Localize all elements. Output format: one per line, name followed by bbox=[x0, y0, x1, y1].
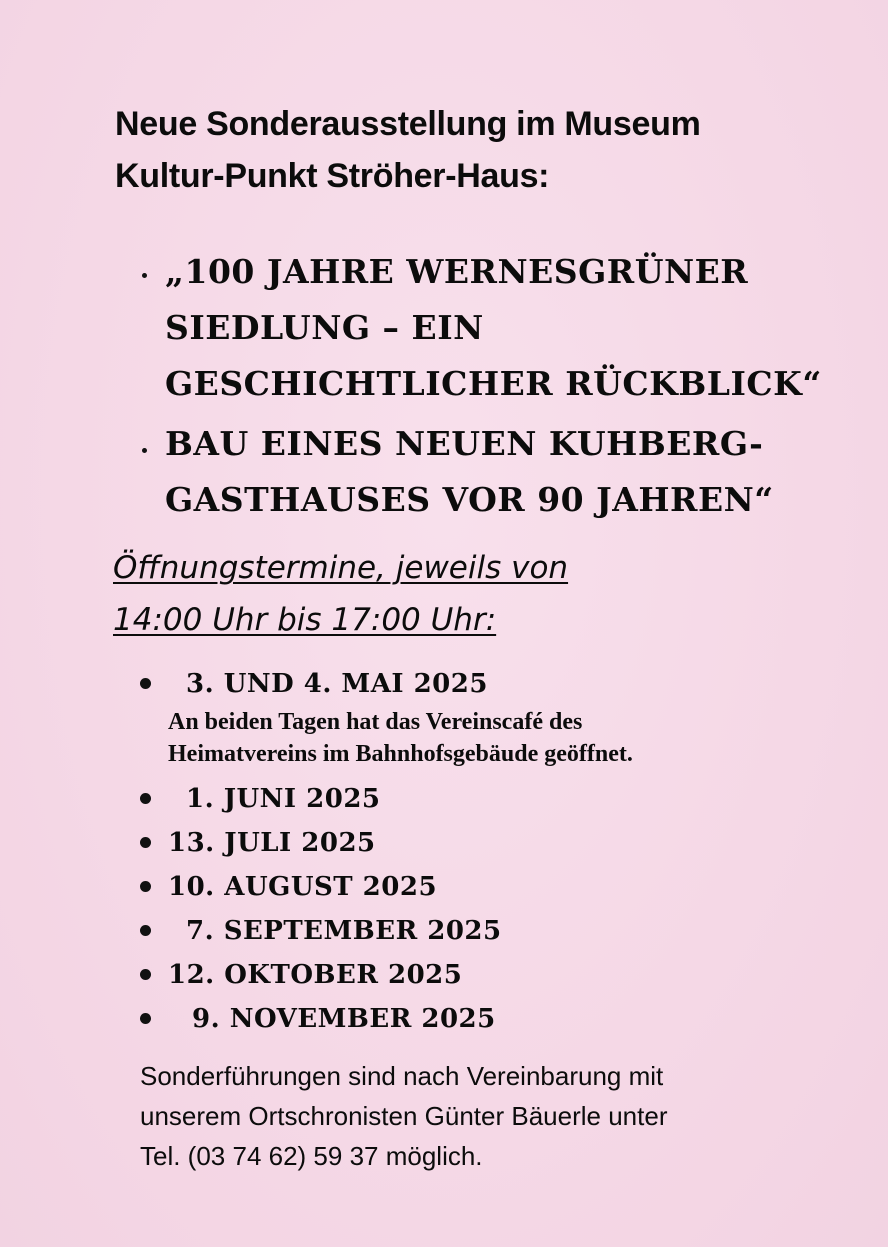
date-item bbox=[140, 955, 840, 995]
feature-bullet-2 bbox=[142, 448, 147, 453]
feature-2-line-2: GASTHAUSES VOR 90 JAHREN“ bbox=[165, 480, 774, 519]
date-bullet bbox=[140, 678, 151, 689]
feature-1-line-2: SIEDLUNG – EIN bbox=[165, 308, 484, 347]
date-text: 10. AUGUST 2025 bbox=[168, 872, 438, 902]
exhibition-heading bbox=[115, 98, 835, 202]
date-bullet bbox=[140, 837, 151, 848]
date-bullet bbox=[140, 793, 151, 804]
footer-line-3: Tel. (03 74 62) 59 37 möglich. bbox=[140, 1141, 483, 1171]
date-bullet bbox=[140, 925, 151, 936]
date-item bbox=[140, 999, 840, 1039]
date-text: 7. SEPTEMBER 2025 bbox=[186, 916, 502, 946]
opening-line-2: 14:00 Uhr bis 17:00 Uhr: bbox=[113, 602, 497, 638]
feature-1-line-3: GESCHICHTLICHER RÜCKBLICK“ bbox=[165, 364, 822, 403]
date-bullet bbox=[140, 881, 151, 892]
opening-line-1: Öffnungstermine, jeweils von bbox=[113, 550, 569, 586]
feature-1-line-1: „100 JAHRE WERNESGRÜNER bbox=[165, 252, 749, 291]
feature-bullet-1 bbox=[142, 273, 147, 278]
date-text: 3. UND 4. MAI 2025 bbox=[186, 669, 488, 699]
feature-2-line-1: BAU EINES NEUEN KUHBERG- bbox=[165, 424, 764, 463]
opening-times-heading bbox=[113, 542, 833, 646]
date-text: 1. JUNI 2025 bbox=[186, 784, 381, 814]
cafe-note-line-2: Heimatvereins im Bahnhofsgebäude geöffnet. bbox=[168, 741, 633, 767]
date-item bbox=[140, 911, 840, 951]
guided-tours-note bbox=[140, 1056, 860, 1176]
heading-line-1: Neue Sonderausstellung im Museum bbox=[115, 105, 701, 143]
date-item bbox=[140, 823, 840, 863]
cafe-note bbox=[168, 706, 848, 770]
heading-line-2: Kultur-Punkt Ströher-Haus: bbox=[115, 157, 550, 195]
date-text: 13. JULI 2025 bbox=[168, 828, 376, 858]
date-text: 9. NOVEMBER 2025 bbox=[192, 1004, 496, 1034]
footer-line-2: unserem Ortschronisten Günter Bäuerle unter bbox=[140, 1101, 668, 1131]
date-bullet bbox=[140, 1013, 151, 1024]
date-item bbox=[140, 867, 840, 907]
footer-line-1: Sonderführungen sind nach Vereinbarung mit bbox=[140, 1061, 664, 1091]
feature-item-2 bbox=[165, 416, 865, 528]
date-item bbox=[140, 779, 840, 819]
cafe-note-line-1: An beiden Tagen hat das Vereinscafé des bbox=[168, 709, 583, 735]
feature-item-1 bbox=[165, 244, 865, 412]
date-bullet bbox=[140, 969, 151, 980]
date-item bbox=[140, 664, 840, 704]
date-text: 12. OKTOBER 2025 bbox=[168, 960, 463, 990]
